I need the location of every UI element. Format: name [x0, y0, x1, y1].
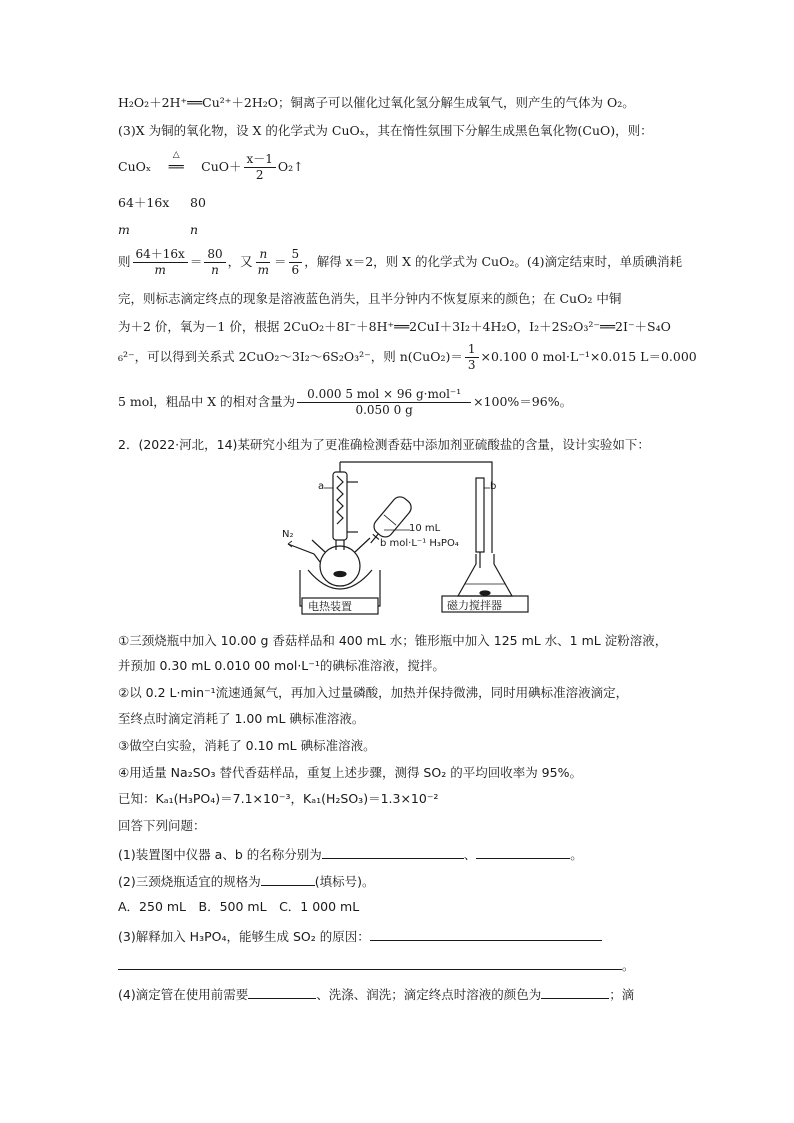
text-seg: 。: [622, 958, 635, 973]
f6-den: 0.050 0 g: [355, 403, 413, 417]
step-2a: ②以 0.2 L·min⁻¹流速通氮气，再加入过量磷酸，加热并保持微沸，同时用碘标准溶液滴定，: [118, 685, 629, 700]
f5-den: 3: [467, 358, 476, 372]
text-seg: (1)装置图中仪器 a、b 的名称分别为: [118, 847, 322, 862]
answer-blank-end-color[interactable]: [541, 984, 609, 999]
fraction-3: [255, 247, 272, 278]
eq-arrow: △ ══: [155, 150, 197, 184]
f4-den: 6: [291, 263, 300, 277]
nitrogen-inlet: [288, 544, 320, 562]
text-seg: ×100%＝96%。: [473, 394, 573, 409]
burette: [476, 478, 484, 552]
text-seg: (3)解释加入 H₃PO₄，能够生成 SO₂ 的原因：: [118, 929, 370, 944]
fraction-6: [297, 387, 471, 418]
solution-line-6: [118, 245, 682, 279]
label-stirrer: 磁力搅拌器: [447, 599, 502, 612]
unknown-row: [118, 221, 198, 239]
f6-num: 0.000 5 mol × 96 g·mol⁻¹: [297, 387, 471, 403]
question-2-intro: 2．(2022·河北，14)某研究小组为了更准确检测香菇中添加剂亚硫酸盐的含量，设计实验如下：: [118, 437, 650, 452]
coef-num: x－1: [244, 152, 276, 168]
coef-den: 2: [255, 168, 264, 182]
text-seg: ，解得 x＝2，则 X 的化学式为 CuO₂。(4)滴定结束时，单质碘消耗: [304, 254, 683, 269]
solution-line-2: (3)X 为铜的氧化物，设 X 的化学式为 CuOₓ，其在惰性氛围下分解生成黑色氧化物(CuO)，则：: [118, 123, 653, 138]
stir-bar-1: [334, 572, 346, 577]
text-seg: 、: [463, 847, 477, 862]
sub-question-4: [118, 984, 634, 1004]
answer-blank-reason-2[interactable]: [118, 955, 622, 970]
unknown-n: n: [190, 222, 199, 237]
eq-product-2: O₂↑: [277, 159, 304, 174]
f2-num: 80: [204, 247, 225, 263]
fraction-5: [465, 342, 479, 373]
sub-question-1: [118, 844, 583, 864]
f3-den: m: [257, 263, 270, 277]
step-2b: 至终点时滴定消耗了 1.00 mL 碘标准溶液。: [118, 711, 365, 726]
text-seg: 则: [118, 254, 131, 269]
step-1a: ①三颈烧瓶中加入 10.00 g 香菇样品和 400 mL 水；锥形瓶中加入 125 mL 水、1 mL 淀粉溶液，: [118, 633, 668, 648]
text-seg: ×0.100 0 mol·L⁻¹×0.015 L＝0.000: [480, 349, 697, 364]
f1-den: m: [154, 263, 166, 277]
heat-condition: △: [172, 150, 180, 160]
answer-blank-flask-size[interactable]: [261, 871, 315, 886]
mass-1: 64＋16x: [118, 195, 170, 210]
solution-line-7: 完，则标志滴定终点的现象是溶液蓝色消失，且半分钟内不恢复原来的颜色；在 CuO₂ 中铜: [118, 291, 622, 306]
label-heater: 电热装置: [308, 600, 352, 613]
label-b: b: [490, 481, 497, 492]
unknown-m: m: [118, 222, 130, 237]
f5-num: 1: [465, 342, 479, 358]
sub-question-3: [118, 926, 602, 946]
known-constants: 已知：Kₐ₁(H₃PO₄)＝7.1×10⁻³，Kₐ₁(H₂SO₃)＝1.3×10⁻²: [118, 791, 439, 806]
f2-den: n: [211, 263, 219, 277]
text-seg: 。: [570, 847, 583, 862]
fraction-4: [289, 247, 303, 278]
condenser: [333, 472, 347, 540]
solution-line-10: [118, 384, 572, 420]
step-3: ③做空白实验，消耗了 0.10 mL 碘标准溶液。: [118, 738, 376, 753]
fraction-1: [133, 247, 188, 278]
answer-prompt: 回答下列问题：: [118, 818, 206, 833]
three-neck-flask: [320, 546, 360, 586]
decomposition-equation: [118, 150, 304, 184]
label-a: a: [318, 481, 325, 492]
step-4: ④用适量 Na₂SO₃ 替代香菇样品，重复上述步骤，测得 SO₂ 的平均回收率为 95%。: [118, 765, 582, 780]
text-seg: ＝: [189, 254, 203, 269]
answer-blank-reason[interactable]: [370, 926, 602, 941]
label-n2: N₂: [282, 529, 294, 540]
sub-question-2: [118, 871, 374, 891]
solution-line-1: H₂O₂＋2H⁺══Cu²⁺＋2H₂O；铜离子可以催化过氧化氢分解生成氧气，则产生的气体为 O₂。: [118, 95, 635, 110]
text-seg: ；滴: [609, 987, 635, 1002]
answer-blank-a[interactable]: [322, 844, 464, 859]
condenser-coil: [337, 476, 343, 524]
label-volume: 10 mL: [409, 523, 441, 534]
text-seg: ，又: [227, 254, 253, 269]
f4-num: 5: [289, 247, 303, 263]
sub-question-2-options: A．250 mL B．500 mL C．1 000 mL: [118, 899, 360, 914]
answer-blank-b[interactable]: [476, 844, 570, 859]
apparatus-diagram: [280, 458, 680, 616]
solution-line-8: 为＋2 价，氧为－1 价，根据 2CuO₂＋8I⁻＋8H⁺══2CuI＋3I₂＋4H₂O，I₂＋2S₂O₃²⁻══2I⁻＋S₄O: [118, 319, 671, 334]
label-concentration: b mol·L⁻¹ H₃PO₄: [380, 538, 459, 549]
flask-center-neck: [336, 540, 344, 550]
answer-blank-burette-prep[interactable]: [248, 984, 316, 999]
mass-ratio-row: [118, 194, 206, 212]
text-seg: 、洗涤、润洗；滴定终点时溶液的颜色为: [316, 987, 542, 1002]
mass-2: 80: [190, 195, 206, 210]
f3-num: n: [256, 247, 270, 263]
eq-reactant: CuOₓ: [118, 159, 152, 174]
stir-bar-2: [480, 591, 490, 595]
text-seg: 5 mol，粗品中 X 的相对含量为: [118, 394, 296, 409]
text-seg: (填标号)。: [314, 874, 375, 889]
fraction-2: [204, 247, 225, 278]
text-seg: (4)滴定管在使用前需要: [118, 987, 249, 1002]
solution-line-9: [118, 340, 697, 374]
text-seg: ＝: [274, 254, 287, 269]
eq-product-1: CuO＋: [201, 159, 242, 174]
step-1b: 并预加 0.30 mL 0.010 00 mol·L⁻¹的碘标准溶液，搅拌。: [118, 658, 445, 673]
arrow-head: [288, 541, 292, 547]
text-seg: ₆²⁻，可以得到关系式 2CuO₂～3I₂～6S₂O₃²⁻，则 n(CuO₂)＝: [118, 349, 463, 364]
conical-flask: [458, 554, 512, 596]
eq-coefficient: [244, 152, 276, 183]
text-seg: (2)三颈烧瓶适宜的规格为: [118, 874, 261, 889]
sub-question-3-continued: [118, 955, 635, 975]
f1-num: 64＋16x: [133, 247, 188, 263]
